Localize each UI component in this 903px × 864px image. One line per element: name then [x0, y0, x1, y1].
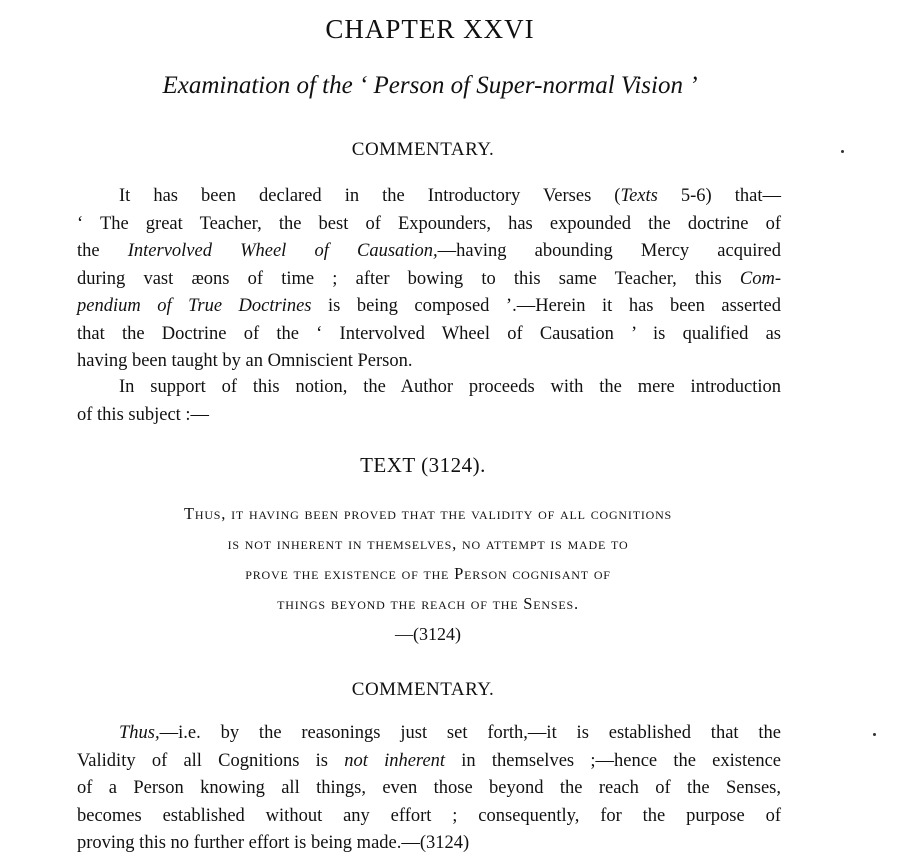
text-verse: [0, 499, 856, 649]
paragraph-line: of this subject :—: [77, 404, 210, 425]
paragraph-line: ‘ The great Teacher, the best of Expounders, has expounded the doctrine of: [77, 213, 781, 234]
paragraph-line: Thus,—i.e. by the reasonings just set forth,—it is established that the: [119, 723, 781, 743]
verse-line: things beyond the reach of the Senses.: [277, 594, 579, 613]
scan-speck: [841, 150, 844, 153]
verse-line: Thus, it having been proved that the validity of all cognitions: [183, 504, 673, 523]
commentary-paragraph-2: [77, 374, 781, 429]
paragraph-line: that the Doctrine of the ‘ Intervolved Wheel of Causation ’ is qualified as: [77, 323, 781, 344]
paragraph-line: of a Person knowing all things, even those beyond the reach of the Senses,: [77, 778, 781, 798]
chapter-subtitle: Examination of the ‘ Person of Super-normal Vision ’: [162, 72, 698, 99]
verse-line: prove the existence of the Person cognisant of: [245, 564, 611, 583]
commentary-paragraph-3: [77, 720, 781, 858]
commentary-heading-2: COMMENTARY.: [351, 679, 495, 700]
paragraph-line: It has been declared in the Introductory Verses (Texts 5-6) that—: [119, 186, 781, 206]
chapter-title: CHAPTER XXVI: [325, 14, 535, 44]
paragraph-line: proving this no further effort is being made.—(3124): [77, 833, 470, 853]
text-heading: TEXT (3124).: [360, 453, 486, 477]
verse-line: is not inherent in themselves, no attempt is made to: [227, 534, 629, 553]
commentary-heading: COMMENTARY.: [351, 139, 495, 160]
paragraph-line: the Intervolved Wheel of Causation,—having abounding Mercy acquired: [77, 241, 781, 261]
commentary-paragraph-1: [77, 183, 781, 376]
paragraph-line: becomes established without any effort ; consequently, for the purpose of: [77, 805, 781, 826]
scan-speck: [873, 733, 876, 736]
paragraph-line: pendium of True Doctrines is being composed ’.—Herein it has been asserted: [77, 296, 781, 316]
paragraph-line: In support of this notion, the Author proceeds with the mere introduction: [119, 377, 781, 397]
verse-number: —(3124): [395, 624, 461, 644]
paragraph-line: Validity of all Cognitions is not inherent in themselves ;—hence the existence: [77, 750, 782, 771]
paragraph-line: having been taught by an Omniscient Person.: [77, 351, 413, 371]
paragraph-line: during vast æons of time ; after bowing to this same Teacher, this Com-: [77, 268, 781, 289]
